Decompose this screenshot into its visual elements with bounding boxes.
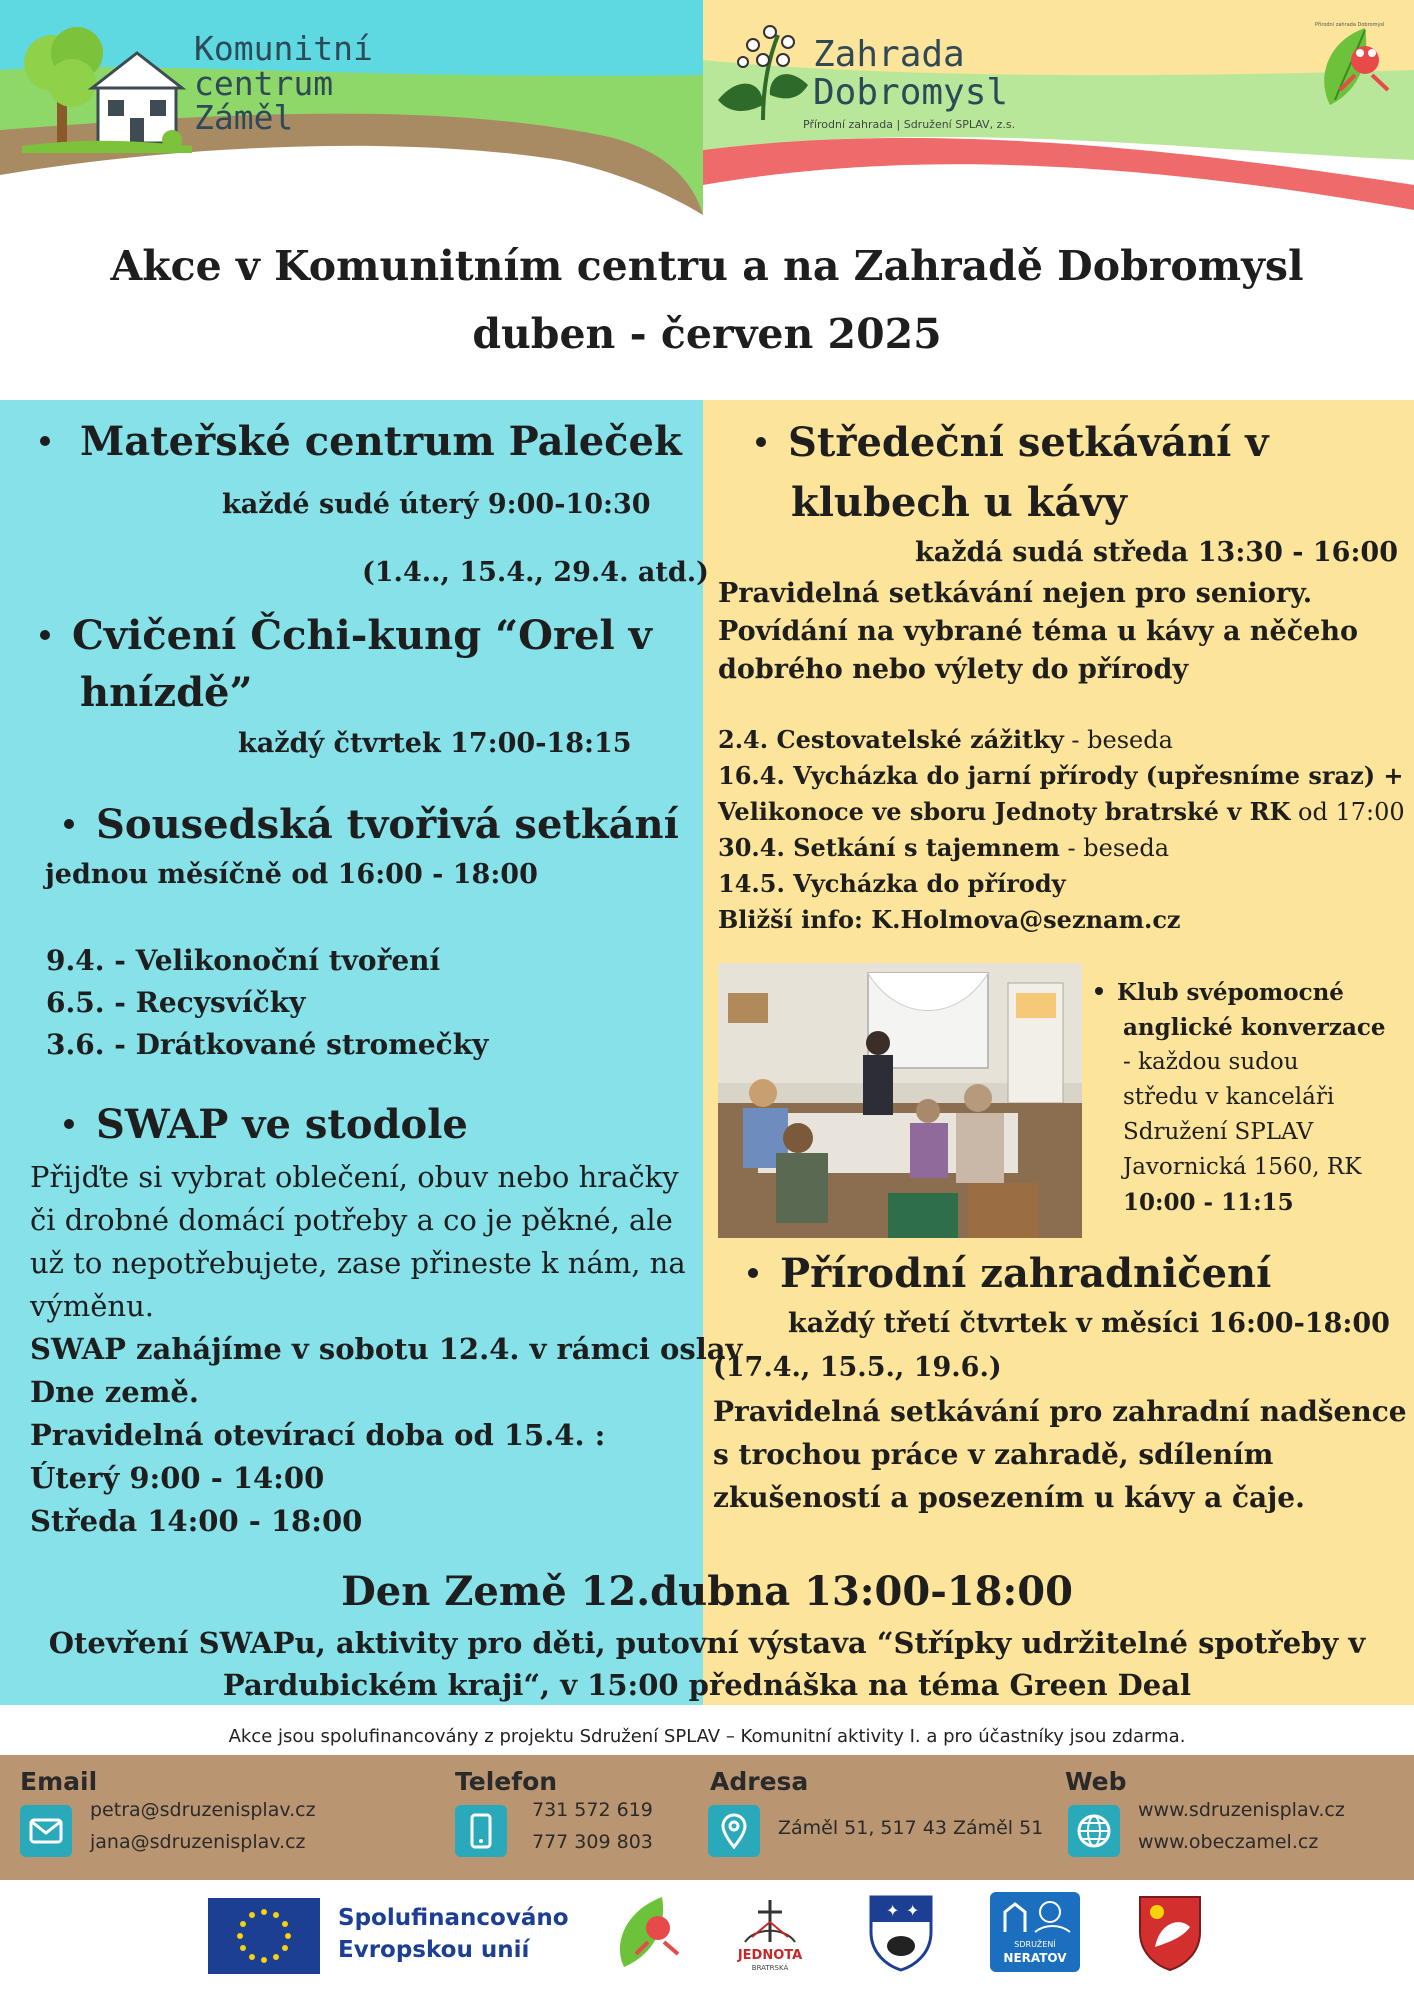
stredecni-desc-line: Pravidelná setkávání nejen pro seniory. xyxy=(718,578,1313,609)
flower-branch-logo xyxy=(708,20,818,130)
swap-description xyxy=(30,1156,742,1543)
left-logo-text xyxy=(194,29,373,138)
header-left-banner xyxy=(0,0,703,215)
page-title xyxy=(0,232,1414,368)
jednota-subtext: BRATRSKÁ xyxy=(751,1964,789,1972)
neratov-emblem-icon xyxy=(990,1892,1080,1942)
eu-text-line2: Evropskou unií xyxy=(338,1937,530,1963)
jednota-emblem-icon xyxy=(730,1892,810,1952)
swap-hours-wednesday: Středa 14:00 - 18:00 xyxy=(30,1504,363,1538)
klub-title-line2: anglické konverzace xyxy=(1123,1014,1386,1041)
palecek-heading xyxy=(40,414,682,470)
jednota-text: JEDNOTA xyxy=(737,1948,803,1963)
tvoriva-title: Sousedská tvořivá setkání xyxy=(96,801,679,848)
jednota-bratrska-logo xyxy=(730,1892,810,1982)
stredecni-event xyxy=(718,866,1405,902)
event-rest: - beseda xyxy=(1063,726,1173,754)
cofinancing-note: Akce jsou spolufinancovány z projektu Sdružení SPLAV – Komunitní aktivity I. a pro účastníky jsou zdarma. xyxy=(228,1726,1186,1747)
left-logo-line2: centrum xyxy=(194,63,334,103)
klub-title-line1: Klub svépomocné xyxy=(1117,979,1344,1006)
zahradniceni-desc-line: s trochou práce v zahradě, sdílením xyxy=(713,1438,1274,1471)
stredecni-contact xyxy=(718,902,1405,938)
phone-number[interactable]: 777 309 803 xyxy=(532,1831,653,1853)
palecek-title: Mateřské centrum Paleček xyxy=(80,418,682,465)
zahradniceni-desc-line: zkušeností a posezením u kávy a čaje. xyxy=(713,1481,1305,1514)
stredecni-event xyxy=(718,794,1405,830)
klub-line: Sdružení SPLAV xyxy=(1123,1119,1314,1145)
event-bold: 16.4. Vycházka do jarní přírody (upřesníme sraz) + xyxy=(718,761,1404,790)
neratov-text-line1: SDRUŽENÍ xyxy=(1014,1940,1056,1949)
contact-bar xyxy=(0,1755,1414,1880)
tvoriva-list xyxy=(46,940,488,1066)
klub-time: 10:00 - 11:15 xyxy=(1123,1189,1294,1216)
right-logo-text xyxy=(813,36,1008,112)
stredecni-event xyxy=(718,722,1405,758)
web-link[interactable]: www.sdruzenisplav.cz xyxy=(1138,1799,1345,1821)
den-zeme-line1: Otevření SWAPu, aktivity pro děti, putovní výstava “Střípky udržitelné spotřeby v xyxy=(48,1626,1366,1660)
klub-line: Javornická 1560, RK xyxy=(1123,1154,1362,1180)
phone-number[interactable]: 731 572 619 xyxy=(532,1799,653,1821)
left-logo-line1: Komunitní xyxy=(194,29,373,68)
stredecni-desc-line: dobrého nebo výlety do přírody xyxy=(718,654,1189,685)
neratov-text-line2: NERATOV xyxy=(1003,1951,1067,1965)
palecek-dates: (1.4.., 15.4., 29.4. atd.) xyxy=(362,557,709,588)
swap-desc-line: Přijďte si vybrat oblečení, obuv nebo hračky xyxy=(30,1160,679,1194)
right-logo-line2: Dobromysl xyxy=(813,71,1009,113)
web-link[interactable]: www.obeczamel.cz xyxy=(1138,1831,1319,1853)
bullet-icon xyxy=(748,1268,758,1278)
frog-logo-text: Přírodní zahrada Dobromysl xyxy=(1315,22,1385,28)
zahradniceni-description xyxy=(713,1390,1407,1519)
bullet-icon xyxy=(756,437,766,447)
chikung-title-line2: hnízdě” xyxy=(80,669,253,716)
right-logo-line1: Zahrada xyxy=(813,34,965,75)
den-zeme-line2: Pardubickém kraji“, v 15:00 přednáška na téma Green Deal xyxy=(222,1668,1192,1702)
bullet-icon xyxy=(40,630,50,640)
den-zeme-description xyxy=(0,1622,1414,1706)
swap-desc-line: už to nepotřebujete, zase přineste k nám, na xyxy=(30,1246,686,1280)
chikung-heading xyxy=(40,608,652,664)
event-rest: od 17:00 xyxy=(1290,798,1405,826)
stredecni-description xyxy=(718,575,1358,689)
event-bold: 14.5. Vycházka do přírody xyxy=(718,869,1066,898)
frog-logo-icon xyxy=(1310,20,1400,110)
palecek-time: každé sudé úterý 9:00-10:30 xyxy=(222,489,651,520)
phone-icon xyxy=(455,1805,507,1857)
address-text: Záměl 51, 517 43 Záměl 51 xyxy=(778,1817,1044,1839)
klub-line: - každou sudou xyxy=(1123,1049,1299,1075)
swap-heading xyxy=(64,1097,468,1153)
eu-text-line1: Spolufinancováno xyxy=(338,1905,569,1931)
stredecni-heading xyxy=(756,415,1269,471)
title-line2: duben - červen 2025 xyxy=(472,310,942,358)
town-coat-of-arms-icon xyxy=(1135,1892,1205,1972)
zahradniceni-title: Přírodní zahradničení xyxy=(780,1250,1272,1297)
event-bold: Velikonoce ve sboru Jednoty bratrské v RK xyxy=(718,797,1291,826)
zahradniceni-dates: (17.4., 15.5., 19.6.) xyxy=(713,1352,1002,1383)
stredecni-time: každá sudá středa 13:30 - 16:00 xyxy=(915,537,1398,568)
email-link[interactable]: petra@sdruzenisplav.cz xyxy=(90,1799,316,1821)
club-photo-illustration xyxy=(718,963,1082,1238)
chikung-title-line1: Cvičení Čchi-kung “Orel v xyxy=(72,612,652,659)
bullet-icon xyxy=(64,1119,74,1129)
frog-garden-logo xyxy=(612,1892,687,1972)
tvoriva-heading xyxy=(64,797,679,853)
stredecni-title-line2: klubech u kávy xyxy=(791,479,1127,526)
swap-hours-tuesday: Úterý 9:00 - 14:00 xyxy=(30,1461,325,1495)
stredecni-event xyxy=(718,758,1405,794)
stredecni-title-line1: Středeční setkávání v xyxy=(788,419,1269,466)
svg-text:✦: ✦ xyxy=(886,1901,900,1920)
swap-title: SWAP ve stodole xyxy=(96,1101,468,1148)
swap-desc-line: výměnu. xyxy=(30,1289,155,1323)
klub-line: středu v kanceláři xyxy=(1123,1084,1335,1110)
location-pin-icon xyxy=(708,1805,760,1857)
event-bold: 30.4. Setkání s tajemnem xyxy=(718,833,1060,862)
klub-section xyxy=(1095,975,1385,1220)
stredecni-desc-line: Povídání na vybrané téma u kávy a něčeho xyxy=(718,616,1358,647)
swap-info-line: Dne země. xyxy=(30,1375,199,1409)
tvoriva-item: 9.4. - Velikonoční tvoření xyxy=(46,944,441,977)
club-photo xyxy=(718,963,1082,1238)
tvoriva-item: 3.6. - Drátkované stromečky xyxy=(46,1028,489,1061)
email-label: Email xyxy=(20,1767,98,1796)
sponsor-logos xyxy=(0,1880,1414,2000)
zahradniceni-heading xyxy=(748,1246,1271,1302)
house-tree-logo xyxy=(22,18,192,168)
bullet-icon xyxy=(1095,987,1103,995)
eu-cofinancing-text xyxy=(338,1902,569,1966)
email-link[interactable]: jana@sdruzenisplav.cz xyxy=(90,1831,306,1853)
bullet-icon xyxy=(40,436,50,446)
stredecni-events xyxy=(718,722,1405,938)
header-right-banner xyxy=(703,0,1414,215)
svg-text:✦: ✦ xyxy=(906,1901,920,1920)
bullet-icon xyxy=(64,819,74,829)
swap-info-line: SWAP zahájíme v sobotu 12.4. v rámci oslav xyxy=(30,1332,743,1366)
address-label: Adresa xyxy=(710,1767,809,1796)
village-coat-of-arms-icon xyxy=(866,1892,936,1972)
swap-info-line: Pravidelná otevírací doba od 15.4. : xyxy=(30,1418,606,1452)
stredecni-event xyxy=(718,830,1405,866)
event-rest: - beseda xyxy=(1059,834,1170,862)
swap-desc-line: či drobné domácí potřeby a co je pěkné, ale xyxy=(30,1203,673,1237)
den-zeme-title: Den Země 12.dubna 13:00-18:00 xyxy=(341,1568,1073,1615)
eu-flag-icon xyxy=(208,1898,320,1974)
right-logo-subtitle: Přírodní zahrada | Sdružení SPLAV, z.s. xyxy=(803,118,1016,131)
event-bold: Bližší info: K.Holmova@seznam.cz xyxy=(718,905,1181,934)
email-icon xyxy=(20,1805,72,1857)
zahradniceni-time: každý třetí čtvrtek v měsíci 16:00-18:00 xyxy=(788,1308,1390,1339)
zahradniceni-desc-line: Pravidelná setkávání pro zahradní nadšence xyxy=(713,1395,1407,1428)
tvoriva-time: jednou měsíčně od 16:00 - 18:00 xyxy=(45,859,538,890)
left-logo-line3: Záměl xyxy=(194,98,294,138)
event-bold: 2.4. Cestovatelské zážitky xyxy=(718,725,1064,754)
tvoriva-item: 6.5. - Recysvíčky xyxy=(46,986,306,1019)
title-line1: Akce v Komunitním centru a na Zahradě Dobromysl xyxy=(110,242,1304,290)
phone-label: Telefon xyxy=(455,1767,558,1796)
neratov-logo xyxy=(990,1892,1080,1972)
web-label: Web xyxy=(1065,1767,1127,1796)
globe-icon xyxy=(1068,1805,1120,1857)
klub-heading xyxy=(1095,975,1385,1010)
chikung-time: každý čtvrtek 17:00-18:15 xyxy=(238,728,632,759)
